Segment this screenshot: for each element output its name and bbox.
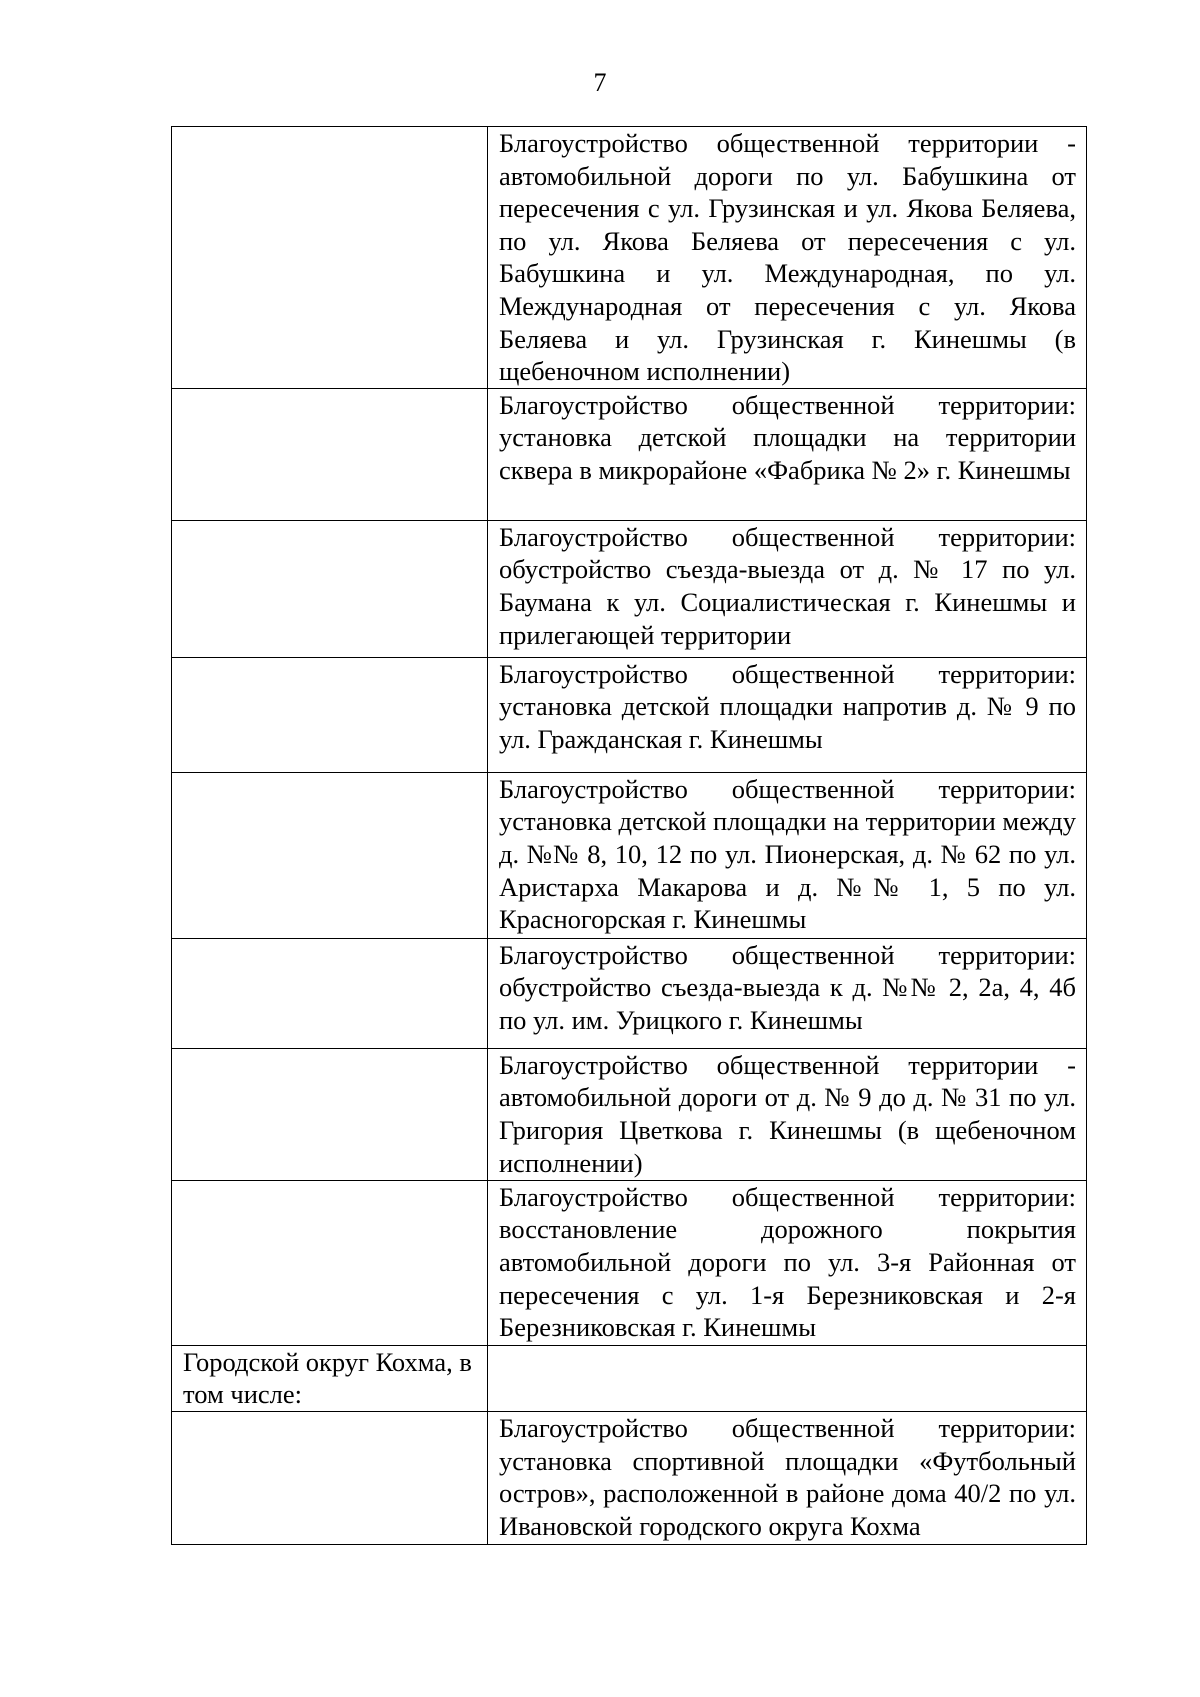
municipality-cell: Городской округ Кохма, в том числе: [172,1345,488,1411]
table-row [172,657,1087,772]
project-cell [488,1345,1087,1411]
projects-table [171,126,1087,1545]
table-row [172,388,1087,520]
municipality-cell [172,772,488,938]
municipality-cell [172,127,488,389]
table-row [172,127,1087,389]
table-row [172,1180,1087,1345]
table-row [172,772,1087,938]
table-row [172,520,1087,657]
project-cell: Благоустройство общественной территории - автомобильной дороги от д. № 9 до д. № 31 по ул. Григория Цветкова г. Кинешмы (в щебеночном исполнении) [488,1048,1087,1180]
page-number: 7 [593,68,607,97]
municipality-cell [172,657,488,772]
municipality-cell [172,1180,488,1345]
project-cell: Благоустройство общественной территории: установка детской площадки на территории между д. №№ 8, 10, 12 по ул. Пионерская, д. № 62 по ул. Аристарха Макарова и д. №№ 1, 5 по ул. Красногорская г. Кинешмы [488,772,1087,938]
table-row [172,1048,1087,1180]
project-cell: Благоустройство общественной территории: установка детской площадки на территории сквера в микрорайоне «Фабрика № 2» г. Кинешмы [488,388,1087,520]
municipality-cell [172,520,488,657]
municipality-cell [172,938,488,1048]
project-cell: Благоустройство общественной территории: обустройство съезда-выезда к д. №№ 2, 2а, 4, 4б по ул. им. Урицкого г. Кинешмы [488,938,1087,1048]
project-cell: Благоустройство общественной территории: обустройство съезда-выезда от д. № 17 по ул. Баумана к ул. Социалистическая г. Кинешмы и прилегающей территории [488,520,1087,657]
municipality-cell [172,388,488,520]
table-row [172,938,1087,1048]
municipality-cell [172,1411,488,1544]
table-row [172,1411,1087,1544]
project-cell: Благоустройство общественной территории: установка детской площадки напротив д. № 9 по ул. Гражданская г. Кинешмы [488,657,1087,772]
project-cell: Благоустройство общественной территории - автомобильной дороги по ул. Бабушкина от пересечения с ул. Грузинская и ул. Якова Беляева, по ул. Якова Беляева от пересечения с ул. Бабушкина и ул. Международная, по ул. Международная от пересечения с ул. Якова Беляева и ул. Грузинская г. Кинешмы (в щебеночном исполнении) [488,127,1087,389]
project-cell: Благоустройство общественной территории: установка спортивной площадки «Футбольный остров», расположенной в районе дома 40/2 по ул. Ивановской городского округа Кохма [488,1411,1087,1544]
table-row [172,1345,1087,1411]
project-cell: Благоустройство общественной территории: восстановление дорожного покрытия автомобильной дороги по ул. 3-я Районная от пересечения с ул. 1-я Березниковская и 2-я Березниковская г. Кинешмы [488,1180,1087,1345]
municipality-cell [172,1048,488,1180]
